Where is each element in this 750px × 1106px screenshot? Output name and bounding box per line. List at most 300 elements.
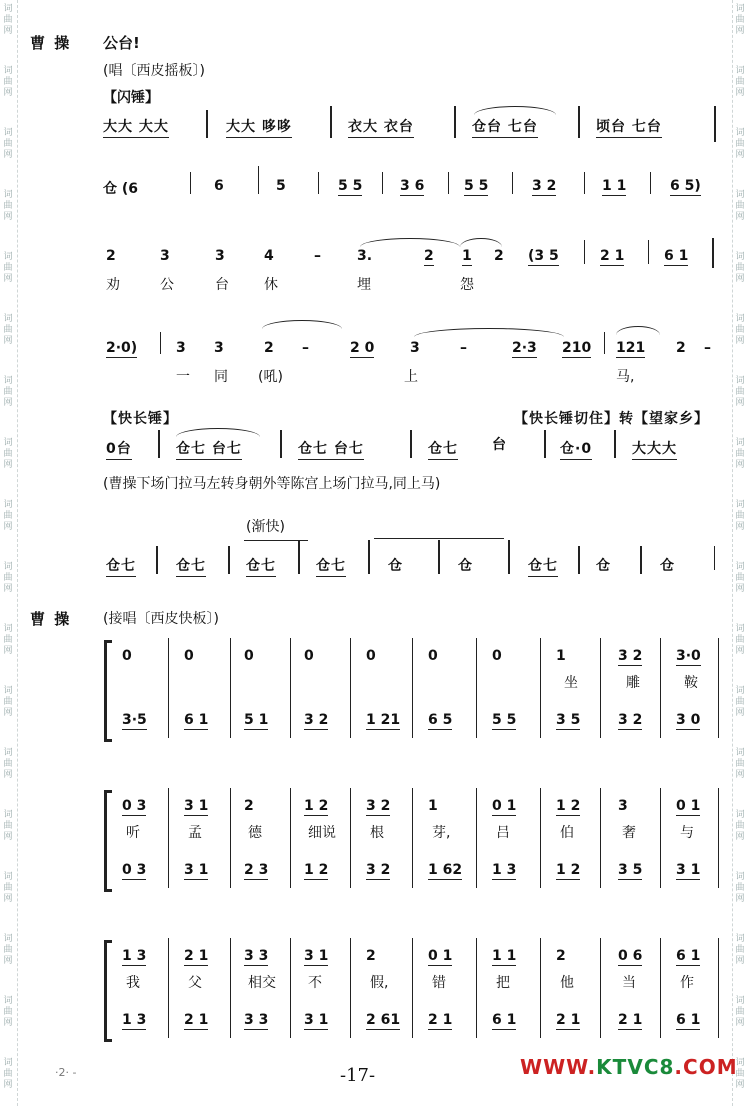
tie-arc [176, 428, 260, 437]
barline [158, 430, 160, 458]
watermark-char: 网 [3, 646, 13, 656]
barline [228, 546, 230, 574]
accompaniment-note: 6 1 [184, 712, 209, 728]
watermark-char: 曲 [3, 387, 13, 397]
barline [600, 938, 601, 1038]
watermark-char: 词 [3, 872, 13, 882]
lyric: 马, [616, 369, 635, 385]
perc-cell: 仓七 [176, 555, 206, 577]
watermark-char: 曲 [3, 449, 13, 459]
system-bracket [104, 790, 112, 892]
barline [512, 172, 513, 194]
note: 3 [410, 340, 420, 356]
voice-note: 1 1 [492, 948, 517, 964]
tie-arc [414, 328, 564, 337]
accompaniment-note: 2 61 [366, 1012, 401, 1028]
note: – [302, 340, 309, 356]
voice-note: 3 [618, 798, 628, 814]
barline [584, 240, 585, 264]
watermark-char: 曲 [3, 759, 13, 769]
voice-note: 1 2 [304, 798, 329, 814]
watermark-char: 曲 [735, 573, 745, 583]
voice-note: 3 1 [184, 798, 209, 814]
note-cell: 3 6 [400, 178, 425, 194]
barline [600, 788, 601, 888]
lyric: 休 [264, 277, 278, 293]
lyric: 听 [126, 825, 140, 841]
barline [230, 938, 231, 1038]
accompaniment-note: 1 3 [122, 1012, 147, 1028]
watermark-char: 网 [3, 274, 13, 284]
watermark-char: 网 [3, 894, 13, 904]
barline [156, 546, 158, 574]
barline [290, 788, 291, 888]
lyric: 同 [214, 369, 228, 385]
watermark-char: 词 [3, 4, 13, 14]
watermark-char: 词 [3, 128, 13, 138]
watermark-char: 曲 [735, 511, 745, 521]
spoken-line: 公台! [103, 34, 140, 52]
lyric: 鞍 [684, 675, 698, 691]
watermark-char: 网 [3, 336, 13, 346]
watermark-char: 词 [3, 624, 13, 634]
lyric: 芽, [432, 825, 451, 841]
page-number: -17- [340, 1065, 376, 1086]
barline [410, 430, 412, 458]
lyric: 根 [370, 825, 384, 841]
barline [330, 106, 332, 138]
accompaniment-note: 1 2 [304, 862, 329, 878]
watermark-char: 曲 [735, 1069, 745, 1079]
voice-note: 6 1 [676, 948, 701, 964]
barline [318, 172, 319, 194]
voice-note: 1 2 [556, 798, 581, 814]
accompaniment-note: 3 1 [676, 862, 701, 878]
watermark-char: 曲 [735, 945, 745, 955]
watermark-char: 词 [735, 500, 745, 510]
barline [368, 540, 370, 574]
accompaniment-note: 1 62 [428, 862, 463, 878]
note-cell: 5 [276, 178, 286, 194]
watermark-char: 曲 [735, 1007, 745, 1017]
voice-note: 3 3 [244, 948, 269, 964]
watermark-char: 词 [735, 562, 745, 572]
watermark-char: 曲 [3, 821, 13, 831]
watermark-char: 曲 [3, 883, 13, 893]
barline [718, 788, 719, 888]
watermark-char: 曲 [735, 759, 745, 769]
note: 3 [160, 248, 170, 264]
watermark-char: 网 [735, 1080, 745, 1090]
tie-arc [360, 238, 460, 247]
lyric: 父 [188, 975, 202, 991]
voice-note: 0 [492, 648, 502, 664]
barline [476, 788, 477, 888]
barline [476, 638, 477, 738]
lyric: 与 [680, 825, 694, 841]
lyric: 当 [622, 975, 636, 991]
voice-note: 0 3 [122, 798, 147, 814]
voice-note: 0 1 [492, 798, 517, 814]
barline [718, 638, 719, 738]
perc-cell: 仓七 [528, 555, 558, 577]
tempo-marking: (渐快) [246, 519, 285, 535]
watermark-char: 网 [735, 584, 745, 594]
barline [290, 938, 291, 1038]
watermark-char: 词 [735, 1058, 745, 1068]
barline [168, 788, 169, 888]
watermark-char: 曲 [3, 1069, 13, 1079]
lyric: 公 [160, 277, 174, 293]
barline [412, 788, 413, 888]
watermark-char: 网 [3, 150, 13, 160]
voice-note: 0 6 [618, 948, 643, 964]
watermark-char: 曲 [735, 635, 745, 645]
watermark-char: 网 [735, 212, 745, 222]
watermark-char: 词 [735, 996, 745, 1006]
note: 2·0) [106, 340, 138, 356]
watermark-char: 网 [735, 460, 745, 470]
barline [584, 172, 585, 194]
lyric: 假, [370, 975, 389, 991]
watermark-char: 曲 [3, 635, 13, 645]
watermark-char: 词 [3, 438, 13, 448]
lyric: 作 [680, 975, 694, 991]
voice-note: 0 [428, 648, 438, 664]
accompaniment-note: 2 1 [618, 1012, 643, 1028]
perc-cell: 仓 [596, 558, 611, 574]
watermark-char: 曲 [735, 883, 745, 893]
barline [578, 106, 580, 138]
voice-note: 0 1 [676, 798, 701, 814]
barline [544, 430, 546, 458]
barline [718, 938, 719, 1038]
watermark-char: 曲 [3, 697, 13, 707]
accompaniment-note: 3 0 [676, 712, 701, 728]
perc-cell: 仓七 [428, 438, 458, 460]
watermark-char: 网 [735, 88, 745, 98]
note: – [704, 340, 711, 356]
accompaniment-note: 6 5 [428, 712, 453, 728]
note-cell: 3 2 [532, 178, 557, 194]
watermark-char: 曲 [3, 77, 13, 87]
watermark-char: 曲 [3, 263, 13, 273]
watermark-char: 曲 [3, 139, 13, 149]
watermark-char: 曲 [735, 77, 745, 87]
note-cell: 6 5) [670, 178, 701, 194]
note-cell: 6 [214, 178, 224, 194]
lyric: 错 [432, 975, 446, 991]
lyric: 吕 [496, 825, 510, 841]
barline [298, 540, 300, 574]
note-cell: 5 5 [338, 178, 363, 194]
site-watermark: WWW.KTVC8.COM [520, 1055, 738, 1079]
note: 121 [616, 340, 646, 356]
lyric: 雕 [626, 675, 640, 691]
barline [540, 788, 541, 888]
left-margin-rule [17, 0, 18, 1106]
barline [712, 238, 714, 268]
perc-cell: 仓七 [316, 555, 346, 577]
tie-arc [460, 238, 502, 247]
accompaniment-note: 2 3 [244, 862, 269, 878]
voice-note: 0 [366, 648, 376, 664]
accompaniment-note: 3 2 [366, 862, 391, 878]
barline [614, 430, 616, 458]
watermark-char: 网 [3, 26, 13, 36]
note: 2 [106, 248, 116, 264]
watermark-char: 词 [735, 934, 745, 944]
perc-cell: 仓七 [246, 555, 276, 577]
watermark-char: 曲 [3, 325, 13, 335]
note: 1 [462, 248, 472, 264]
barline [412, 638, 413, 738]
lyric: 伯 [560, 825, 574, 841]
watermark-char: 曲 [735, 449, 745, 459]
watermark-char: 词 [3, 996, 13, 1006]
accompaniment-note: 6 1 [676, 1012, 701, 1028]
watermark-char: 曲 [735, 325, 745, 335]
watermark-char: 词 [3, 500, 13, 510]
watermark-char: 网 [735, 522, 745, 532]
accompaniment-note: 3 5 [618, 862, 643, 878]
barline [660, 938, 661, 1038]
lyric: 他 [560, 975, 574, 991]
barline [604, 332, 605, 354]
note: 3 [214, 340, 224, 356]
barline [280, 430, 282, 458]
watermark-char: 词 [735, 66, 745, 76]
note: 2 1 [600, 248, 625, 264]
barline [660, 638, 661, 738]
accompaniment-note: 0 3 [122, 862, 147, 878]
watermark-char: 网 [735, 398, 745, 408]
footer-marker: ·2· - [55, 1066, 77, 1079]
note-cell: 5 5 [464, 178, 489, 194]
watermark-char: 网 [735, 770, 745, 780]
barline [660, 788, 661, 888]
watermark-char: 网 [3, 708, 13, 718]
barline [508, 540, 510, 574]
watermark-char: 词 [735, 686, 745, 696]
role-label-caocao: 曹 操 [30, 34, 72, 52]
watermark-char: 曲 [735, 387, 745, 397]
watermark-char: 词 [3, 314, 13, 324]
note: 2·3 [512, 340, 537, 356]
note: 3 [215, 248, 225, 264]
voice-note: 2 [244, 798, 254, 814]
barline [640, 546, 642, 574]
perc-cell: 台 [492, 437, 507, 453]
lyric: 奢 [622, 825, 636, 841]
accompaniment-note: 5 5 [492, 712, 517, 728]
accompaniment-note: 3 1 [304, 1012, 329, 1028]
voice-note: 2 [556, 948, 566, 964]
voice-note: 3 2 [618, 648, 643, 664]
watermark-char: 网 [3, 584, 13, 594]
lyric: 一 [176, 369, 190, 385]
watermark-char: 词 [3, 686, 13, 696]
note: 2 [264, 340, 274, 356]
role-label-caocao-2: 曹 操 [30, 610, 72, 628]
accompaniment-note: 6 1 [492, 1012, 517, 1028]
watermark-char: 曲 [735, 15, 745, 25]
perc-cell: 大大 大大 [103, 116, 169, 138]
note: 2 [676, 340, 686, 356]
note: 6 1 [664, 248, 689, 264]
watermark-char: 词 [735, 4, 745, 14]
barline [230, 638, 231, 738]
lyric: 劝 [106, 277, 120, 293]
accompaniment-note: 2 1 [184, 1012, 209, 1028]
perc-cell: 仓 [388, 558, 403, 574]
perc-cell: 大大 哆哆 [226, 116, 292, 138]
watermark-char: 网 [3, 398, 13, 408]
right-watermark [734, 0, 748, 1106]
watermark-char: 曲 [3, 201, 13, 211]
barline [412, 938, 413, 1038]
lyric: 不 [308, 975, 322, 991]
watermark-char: 曲 [3, 511, 13, 521]
system-bracket [104, 640, 112, 742]
lyric: 坐 [564, 675, 578, 691]
watermark-char: 网 [735, 274, 745, 284]
voice-note: 2 [366, 948, 376, 964]
note: – [460, 340, 467, 356]
barline [350, 938, 351, 1038]
system-bracket [104, 940, 112, 1042]
watermark-char: 网 [735, 894, 745, 904]
barline [230, 788, 231, 888]
accompaniment-note: 1 2 [556, 862, 581, 878]
barline [168, 638, 169, 738]
note: 2 [494, 248, 504, 264]
tie-arc [616, 326, 660, 335]
accompaniment-note: 2 1 [556, 1012, 581, 1028]
accompaniment-note: 2 1 [428, 1012, 453, 1028]
voice-note: 0 [122, 648, 132, 664]
watermark-char: 曲 [3, 945, 13, 955]
barline [168, 938, 169, 1038]
perc-cell: 仓七 台七 [298, 438, 364, 460]
barline [476, 938, 477, 1038]
watermark-char: 词 [3, 562, 13, 572]
watermark-char: 词 [735, 314, 745, 324]
watermark-char: 曲 [735, 139, 745, 149]
aria-annotation-2: (接唱〔西皮快板〕) [103, 611, 219, 627]
lyric: 怨 [460, 277, 474, 293]
watermark-char: 词 [735, 190, 745, 200]
percussion-label: 【快长锤】 [103, 411, 178, 427]
watermark-char: 词 [735, 872, 745, 882]
watermark-char: 词 [735, 748, 745, 758]
accompaniment-note: 3 3 [244, 1012, 269, 1028]
note: – [314, 248, 321, 264]
note: 3. [357, 248, 373, 264]
watermark-char: 网 [735, 1018, 745, 1028]
barline [540, 638, 541, 738]
watermark-char: 网 [735, 956, 745, 966]
accompaniment-note: 3 1 [184, 862, 209, 878]
watermark-char: 网 [3, 956, 13, 966]
note: 2 0 [350, 340, 375, 356]
voice-note: 0 1 [428, 948, 453, 964]
lyric: 孟 [188, 825, 202, 841]
percussion-label: 【快长锤切住】转【望家乡】 [514, 411, 709, 427]
barline [648, 240, 649, 264]
lyric: 台 [215, 277, 229, 293]
watermark-char: 网 [3, 88, 13, 98]
accompaniment-note: 3 2 [304, 712, 329, 728]
barline [600, 638, 601, 738]
watermark-char: 曲 [735, 821, 745, 831]
tie-arc [474, 106, 556, 115]
watermark-char: 网 [735, 646, 745, 656]
voice-note: 0 [184, 648, 194, 664]
watermark-char: 网 [735, 26, 745, 36]
perc-cell: 仓台 七台 [472, 116, 538, 138]
perc-cell: 衣大 衣台 [348, 116, 414, 138]
voice-note: 3 1 [304, 948, 329, 964]
barline [290, 638, 291, 738]
perc-cell: 仓 [458, 558, 473, 574]
watermark-char: 网 [735, 708, 745, 718]
lyric: 把 [496, 975, 510, 991]
tie-line [374, 538, 504, 539]
barline [714, 546, 715, 570]
note-cell: 1 1 [602, 178, 627, 194]
watermark-char: 曲 [3, 1007, 13, 1017]
perc-cell: 0台 [106, 438, 132, 460]
right-margin-rule [732, 0, 733, 1106]
watermark-char: 词 [3, 376, 13, 386]
perc-cell: 顷台 七台 [596, 116, 662, 138]
watermark-char: 网 [735, 150, 745, 160]
watermark-char: 词 [3, 748, 13, 758]
barline [438, 540, 440, 574]
voice-note: 1 [428, 798, 438, 814]
voice-note: 3 2 [366, 798, 391, 814]
accompaniment-note: 5 1 [244, 712, 269, 728]
barline [350, 638, 351, 738]
watermark-char: 曲 [3, 15, 13, 25]
stage-direction: (曹操下场门拉马左转身朝外等陈宫上场门拉马,同上马) [103, 476, 441, 492]
accompaniment-note: 1 21 [366, 712, 401, 728]
voice-note: 1 [556, 648, 566, 664]
watermark-char: 网 [3, 1018, 13, 1028]
watermark-char: 网 [3, 770, 13, 780]
watermark-char: 网 [3, 460, 13, 470]
watermark-char: 词 [735, 128, 745, 138]
aria-annotation: (唱〔西皮摇板〕) [103, 63, 205, 79]
voice-note: 0 [304, 648, 314, 664]
barline [382, 172, 383, 194]
accompaniment-note: 3·5 [122, 712, 147, 728]
perc-cell: 仓·0 [560, 438, 592, 460]
watermark-char: 词 [735, 810, 745, 820]
note: 4 [264, 248, 274, 264]
lyric: 细说 [308, 825, 336, 841]
lyric: 埋 [357, 277, 371, 293]
watermark-char: 网 [3, 522, 13, 532]
watermark-char: 曲 [735, 263, 745, 273]
watermark-char: 词 [3, 810, 13, 820]
note: 2 [424, 248, 434, 264]
barline [448, 172, 449, 194]
barline [714, 106, 716, 142]
voice-note: 0 [244, 648, 254, 664]
accompaniment-note: 1 3 [492, 862, 517, 878]
